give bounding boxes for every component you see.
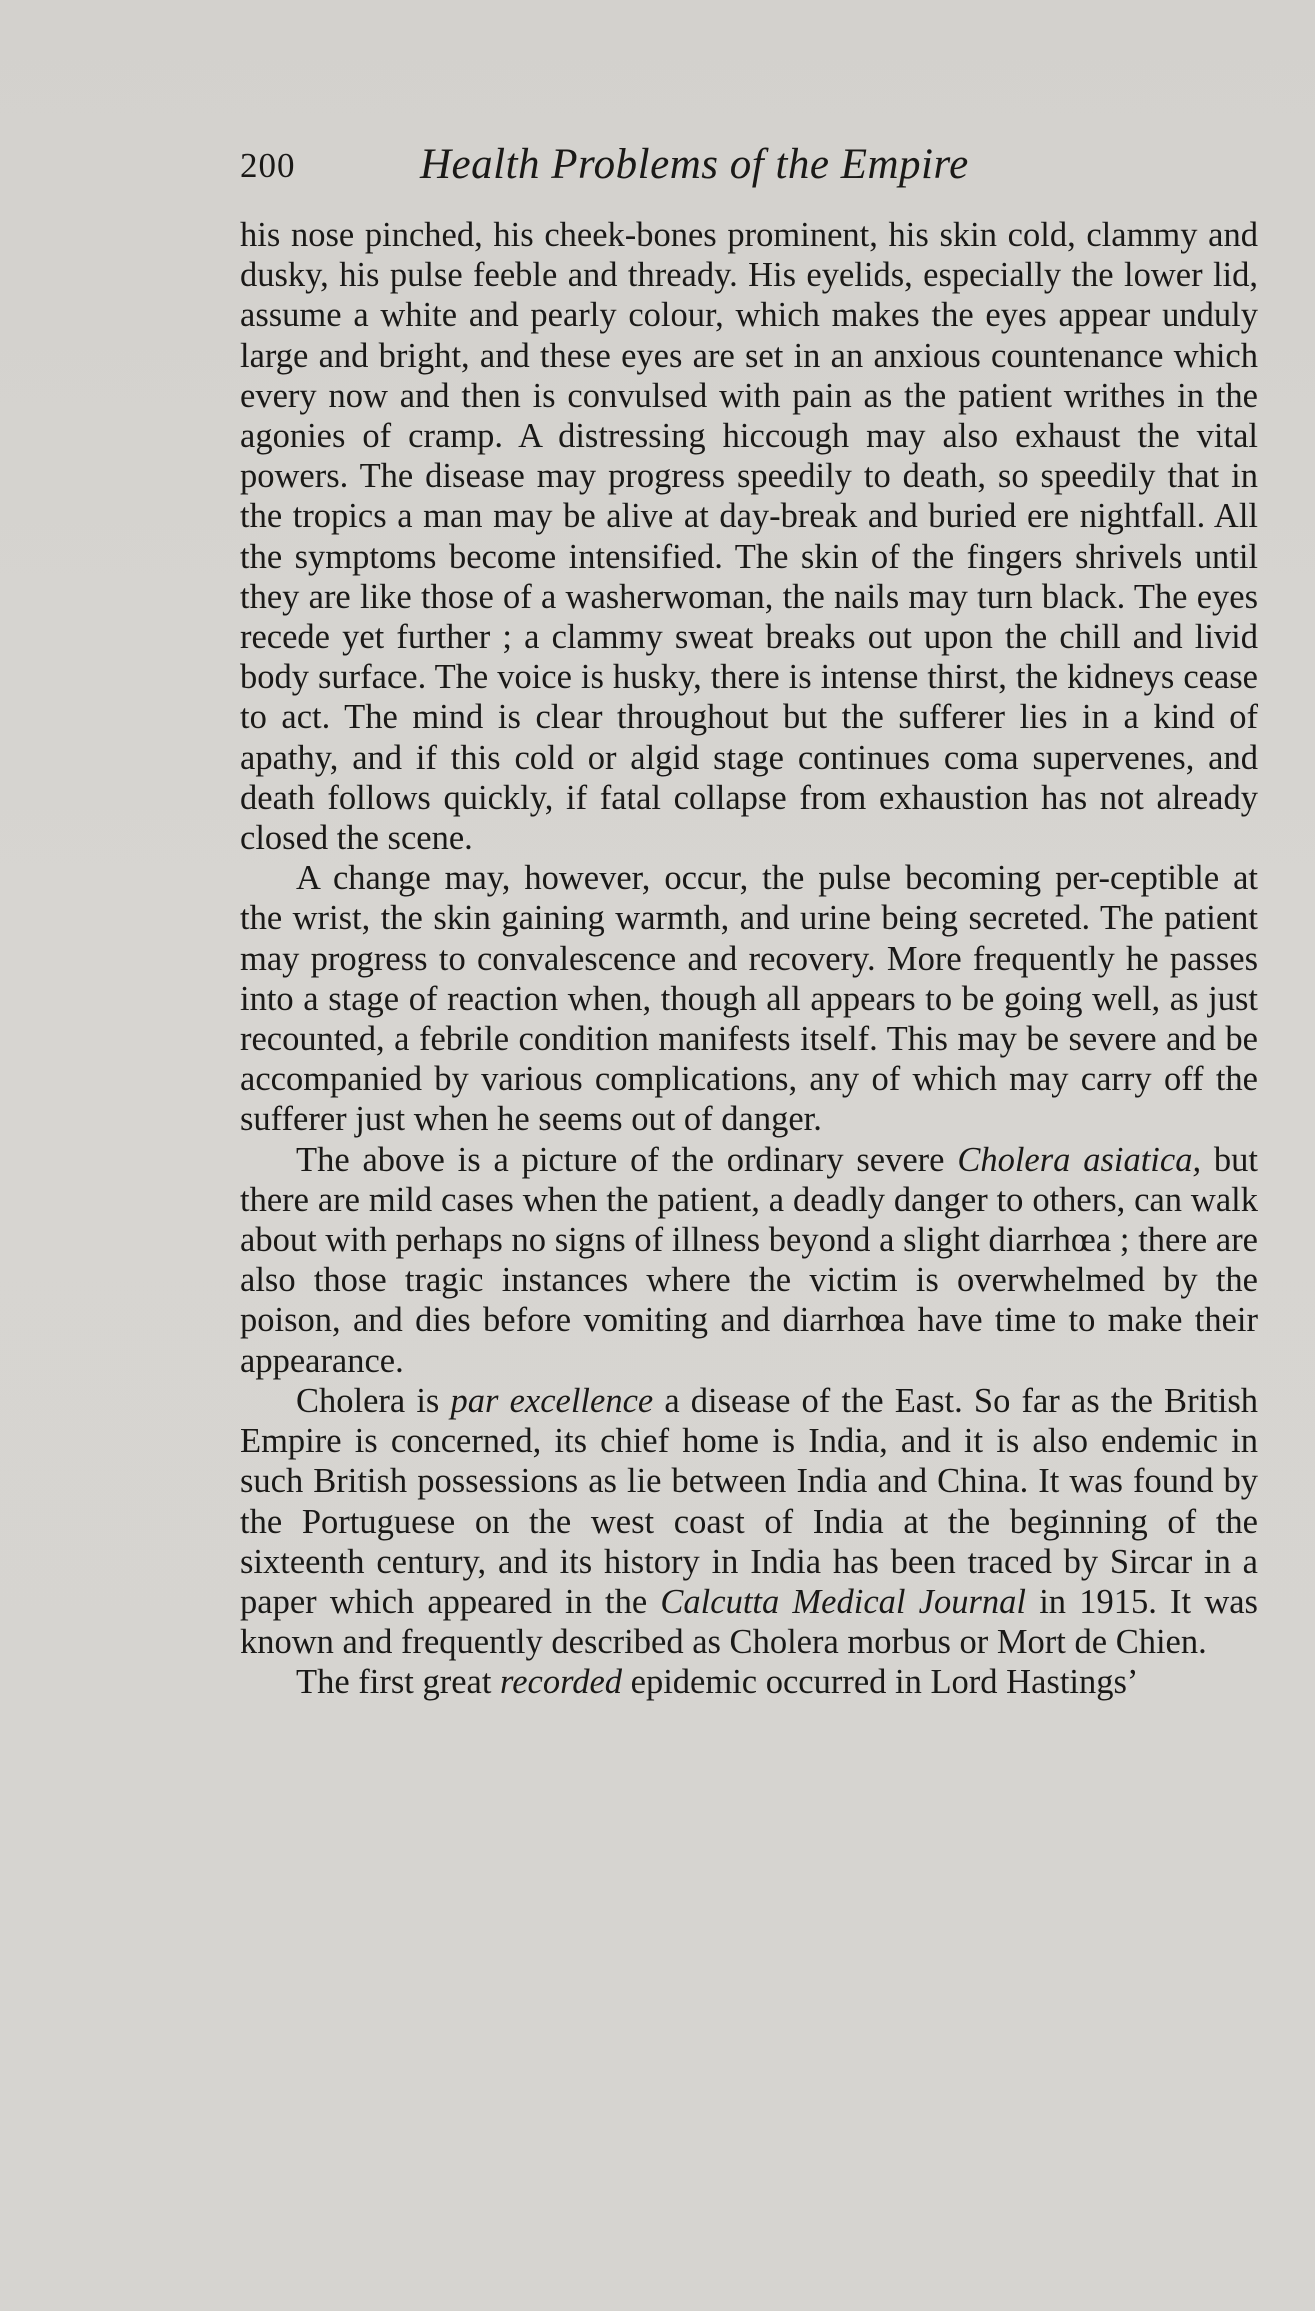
paragraph-2: A change may, however, occur, the pulse becoming per-ceptible at the wrist, the skin gaining warmth, and urine being secreted. The patient may progress to convalescence and recovery. More frequently he passes into a stage of reaction when, though all appears to be going well, as just recounted, a febrile condition manifests itself. This may be severe and be accompanied by various complications, any of which may carry off the sufferer just when he seems out of danger.: [240, 859, 1258, 1139]
paragraph-3-italic: Cholera asiatica,: [957, 1140, 1202, 1179]
paragraph-4-text-cont: a disease of the East. So far as the British Empire is concerned, its chief home is India, and it is also endemic in such British possessions as lie between India and China. It was found by the Portuguese on the west coast of India at the beginning of the sixteenth century, and its history in India has been traced by Sircar in a paper which appeared in the: [240, 1381, 1258, 1621]
paragraph-5-italic: recorded: [500, 1663, 623, 1702]
paragraph-4-text-end: in 1915. It was known and frequently described as Cholera morbus or Mort de Chien.: [240, 1582, 1258, 1662]
page-header: [240, 140, 1140, 200]
running-head: Health Problems of the Empire: [420, 141, 969, 188]
paragraph-1: his nose pinched, his cheek-bones prominent, his skin cold, clammy and dusky, his pulse feeble and thready. His eyelids, especially the lower lid, assume a white and pearly colour, which makes the eyes appear unduly large and bright, and these eyes are set in an anxious countenance which every now and then is convulsed with pain as the patient writhes in the agonies of cramp. A distressing hiccough may also exhaust the vital powers. The disease may progress speedily to death, so speedily that in the tropics a man may be alive at day-break and buried ere nightfall. All the symptoms become intensified. The skin of the fingers shrivels until they are like those of a washerwoman, the nails may turn black. The eyes recede yet further ; a clammy sweat breaks out upon the chill and livid body surface. The voice is husky, there is intense thirst, the kidneys cease to act. The mind is clear throughout but the sufferer lies in a kind of apathy, and if this cold or algid stage continues coma supervenes, and death follows quickly, if fatal collapse from exhaustion has not already closed the scene.: [240, 216, 1258, 858]
paragraph-4: [240, 1381, 1258, 1662]
paragraph-4-journal-title: Calcutta Medical Journal: [660, 1582, 1026, 1621]
paragraph-5-text: The first great: [296, 1663, 501, 1702]
paragraph-3: [240, 1140, 1258, 1381]
paragraph-5-text-cont: epidemic occurred in Lord Hastings’: [622, 1663, 1139, 1702]
paragraph-3-text-cont: but there are mild cases when the patient, a deadly danger to others, can walk about with perhaps no signs of illness beyond a slight diarrhœa ; there are also those tragic instances where the victim is overwhelmed by the poison, and dies before vomiting and diarrhœa have time to make their appearance.: [240, 1140, 1258, 1380]
paragraph-5: [240, 1662, 1258, 1702]
body-text: [240, 215, 1258, 1703]
paragraph-3-text: The above is a picture of the ordinary severe: [296, 1140, 958, 1179]
page-number: 200: [240, 146, 296, 185]
paragraph-4-italic: par excellence: [450, 1381, 654, 1420]
paragraph-4-text: Cholera is: [296, 1381, 451, 1420]
